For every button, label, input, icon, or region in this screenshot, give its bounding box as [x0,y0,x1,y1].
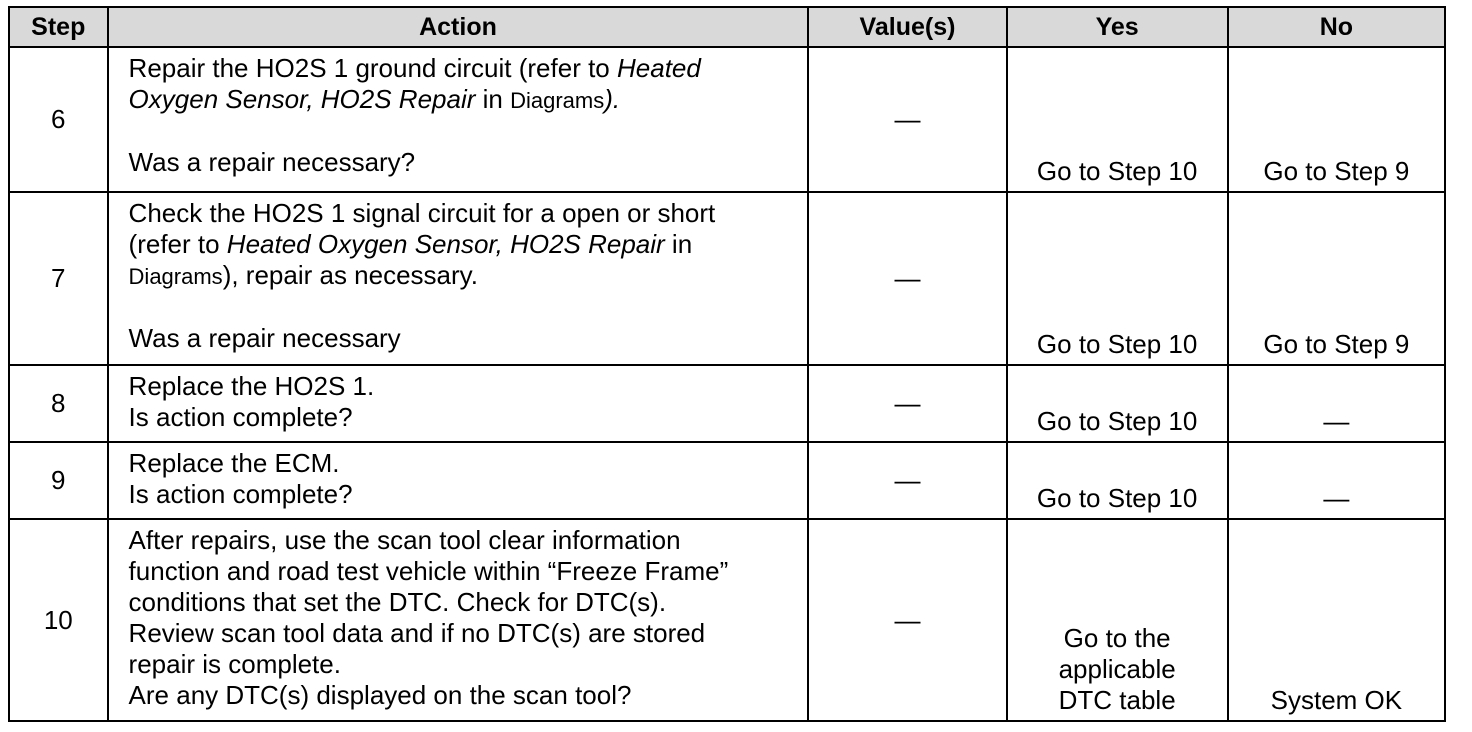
no-cell: Go to Step 9 [1228,47,1445,192]
action-text: After repairs, use the scan tool clear information [128,525,681,555]
value-dash: — [894,465,921,495]
yes-cell [1007,519,1228,721]
yes-cell: Go to Step 10 [1007,47,1228,192]
yes-cell: Go to Step 10 [1007,442,1228,519]
action-text: in [664,229,693,259]
action-text: Check the HO2S 1 signal circuit for a open or short [128,198,716,228]
value-cell [808,47,1006,192]
header-no: No [1228,7,1445,47]
action-diagrams: Diagrams [128,264,223,289]
action-text: Review scan tool data and if no DTC(s) are stored [128,618,706,648]
no-cell: — [1228,442,1445,519]
table-row [9,365,1445,442]
action-text: (refer to [128,229,227,259]
value-cell [808,192,1006,365]
value-cell [808,365,1006,442]
action-text: in [475,84,511,114]
action-cell [108,192,809,365]
action-reference: Heated [617,53,701,83]
yes-line: Go to the [1063,623,1171,653]
action-question: Was a repair necessary [128,323,401,353]
header-yes: Yes [1007,7,1228,47]
action-text: Replace the HO2S 1. [128,371,375,401]
header-action: Action [108,7,809,47]
action-cell [108,365,809,442]
header-row [9,7,1445,47]
diagnostic-table [8,6,1446,722]
action-diagrams: Diagrams [510,88,605,113]
action-text: Repair the HO2S 1 ground circuit (refer to [128,53,617,83]
step-number: 7 [9,192,108,365]
action-reference: Heated Oxygen Sensor, HO2S Repair [226,229,665,259]
table-row [9,519,1445,721]
action-cell [108,519,809,721]
step-number: 10 [9,519,108,721]
step-number: 9 [9,442,108,519]
no-cell: System OK [1228,519,1445,721]
action-question: Is action complete? [128,402,353,432]
yes-cell: Go to Step 10 [1007,192,1228,365]
header-values: Value(s) [808,7,1006,47]
action-cell [108,47,809,192]
action-text: Replace the ECM. [128,448,340,478]
action-text: repair is complete. [128,649,341,679]
no-cell: Go to Step 9 [1228,192,1445,365]
table-row [9,442,1445,519]
value-cell [808,519,1006,721]
action-cell [108,442,809,519]
action-text: ). [604,84,621,114]
yes-line: DTC table [1058,685,1176,715]
header-step: Step [9,7,108,47]
value-dash: — [894,263,921,293]
no-cell: — [1228,365,1445,442]
action-text: ), repair as necessary. [222,260,478,290]
action-question: Was a repair necessary? [128,147,416,177]
yes-cell: Go to Step 10 [1007,365,1228,442]
value-dash: — [894,604,921,635]
step-number: 8 [9,365,108,442]
action-question: Are any DTC(s) displayed on the scan tool? [128,680,632,710]
table-row [9,192,1445,365]
value-cell [808,442,1006,519]
action-reference: Oxygen Sensor, HO2S Repair [128,84,476,114]
action-question: Is action complete? [128,479,353,509]
value-dash: — [894,388,921,418]
action-text: function and road test vehicle within “Freeze Frame” [128,556,729,586]
action-text: conditions that set the DTC. Check for DTC(s). [128,587,667,617]
step-number: 6 [9,47,108,192]
yes-line: applicable [1058,654,1176,684]
value-dash: — [894,104,921,134]
table-row [9,47,1445,192]
